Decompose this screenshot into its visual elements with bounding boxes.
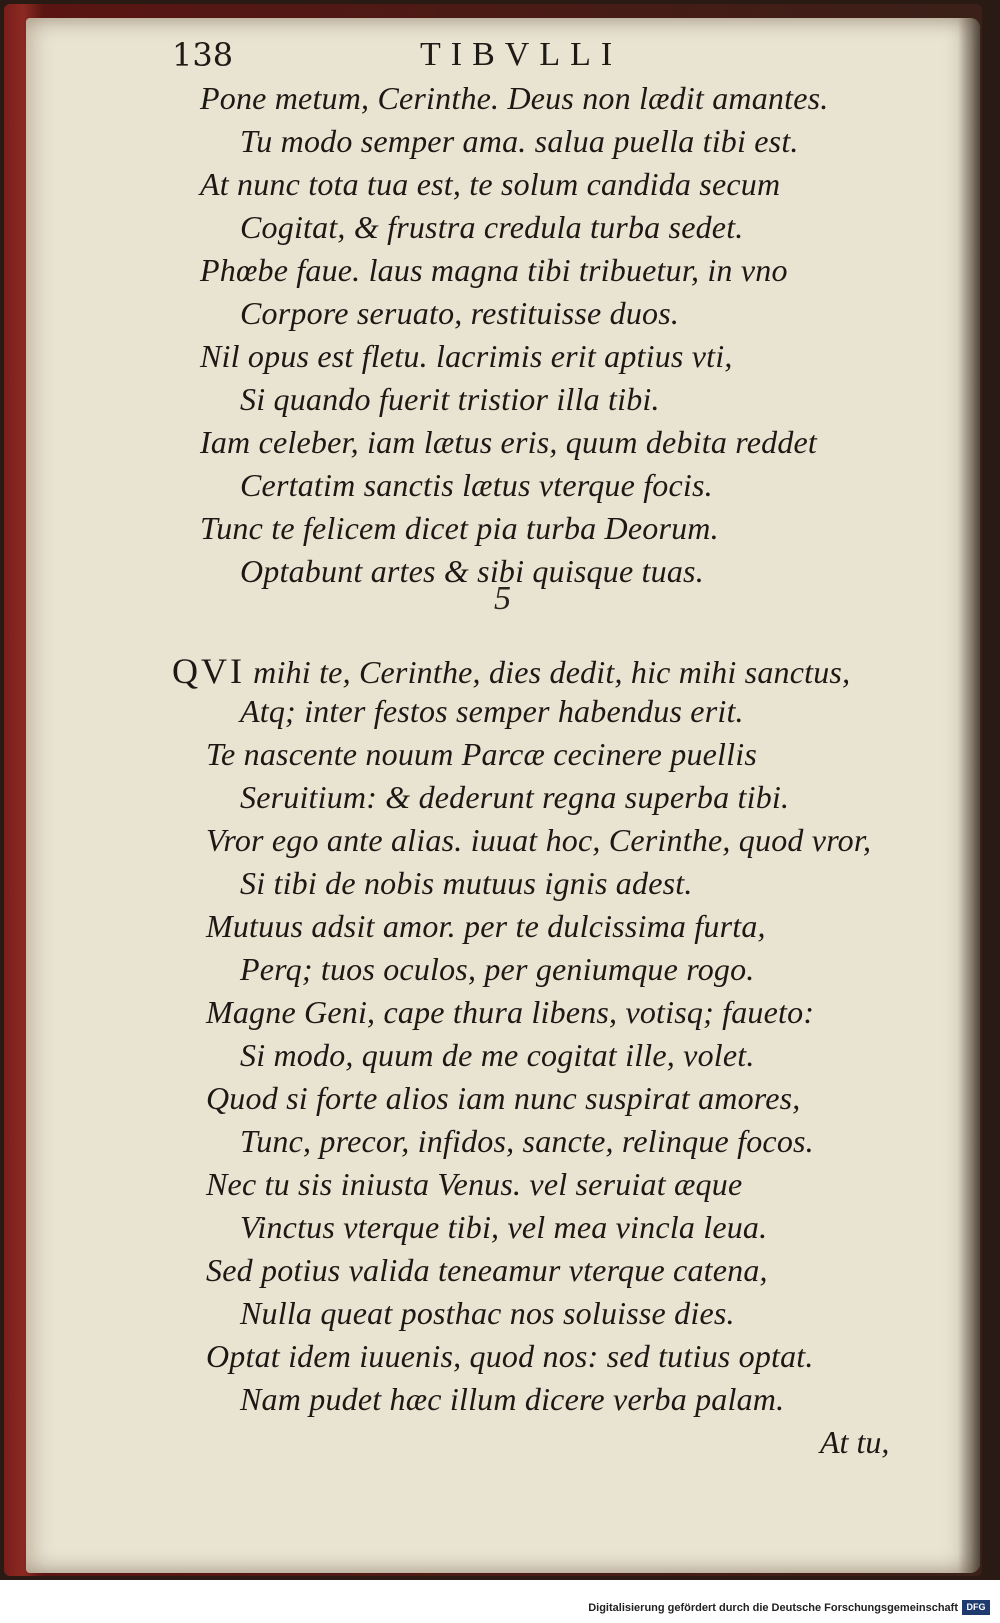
- running-head: TIBVLLI: [420, 36, 623, 73]
- verse-line: Optabunt artes & sibi quisque tuas.: [240, 553, 704, 589]
- catchword: At tu,: [820, 1424, 890, 1460]
- verse-line: Corpore seruato, restituisse duos.: [240, 295, 680, 331]
- verse-line: Sed potius valida teneamur vterque catena,: [206, 1252, 768, 1288]
- verse-line: Optat idem iuuenis, quod nos: sed tutius optat.: [206, 1338, 814, 1374]
- verse-line: Vinctus vterque tibi, vel mea vincla leua.: [240, 1209, 768, 1245]
- verse-line: Si tibi de nobis mutuus ignis adest.: [240, 865, 693, 901]
- verse-line: Si modo, quum de me cogitat ille, volet.: [240, 1037, 755, 1073]
- verse-line: Pone metum, Cerinthe. Deus non lædit amantes.: [200, 80, 829, 116]
- verse-line: Atq; inter festos semper habendus erit.: [240, 693, 744, 729]
- verse-line: Mutuus adsit amor. per te dulcissima furta,: [206, 908, 766, 944]
- verse-line: Phœbe faue. laus magna tibi tribuetur, in vno: [200, 252, 788, 288]
- verse-line: Nil opus est fletu. lacrimis erit aptius vti,: [200, 338, 733, 374]
- verse-line: Perq; tuos oculos, per geniumque rogo.: [240, 951, 755, 987]
- verse-line: At nunc tota tua est, te solum candida secum: [200, 166, 781, 202]
- page-number: 138: [172, 36, 234, 74]
- footer-credit: Digitalisierung gefördert durch die Deutsche Forschungsgemeinschaft: [588, 1602, 958, 1614]
- verse-line: Nulla queat posthac nos soluisse dies.: [240, 1295, 735, 1331]
- poem-number: 5: [494, 580, 511, 617]
- verse-line: Vror ego ante alias. iuuat hoc, Cerinthe, quod vror,: [206, 822, 872, 858]
- verse-first-line-text: mihi te, Cerinthe, dies dedit, hic mihi sanctus,: [244, 654, 851, 690]
- verse-line: Certatim sanctis lætus vterque focis.: [240, 467, 713, 503]
- verse-first-line: [172, 650, 850, 692]
- dropcap: QVI: [172, 651, 245, 691]
- dfg-logo-icon: DFG: [962, 1600, 990, 1615]
- page-edge-shadow: [958, 18, 980, 1573]
- verse-line: Cogitat, & frustra credula turba sedet.: [240, 209, 744, 245]
- verse-line: Nec tu sis iniusta Venus. vel seruiat æque: [206, 1166, 743, 1202]
- verse-line: Iam celeber, iam lætus eris, quum debita reddet: [200, 424, 818, 460]
- verse-line: Nam pudet hæc illum dicere verba palam.: [240, 1381, 785, 1417]
- verse-line: Si quando fuerit tristior illa tibi.: [240, 381, 660, 417]
- verse-line: Quod si forte alios iam nunc suspirat amores,: [206, 1080, 801, 1116]
- verse-line: Seruitium: & dederunt regna superba tibi.: [240, 779, 790, 815]
- verse-line: Magne Geni, cape thura libens, votisq; faueto:: [206, 994, 815, 1030]
- verse-line: Tunc, precor, infidos, sancte, relinque focos.: [240, 1123, 814, 1159]
- verse-line: Tunc te felicem dicet pia turba Deorum.: [200, 510, 719, 546]
- verse-line: Tu modo semper ama. salua puella tibi est.: [240, 123, 799, 159]
- verse-line: Te nascente nouum Parcæ cecinere puellis: [206, 736, 757, 772]
